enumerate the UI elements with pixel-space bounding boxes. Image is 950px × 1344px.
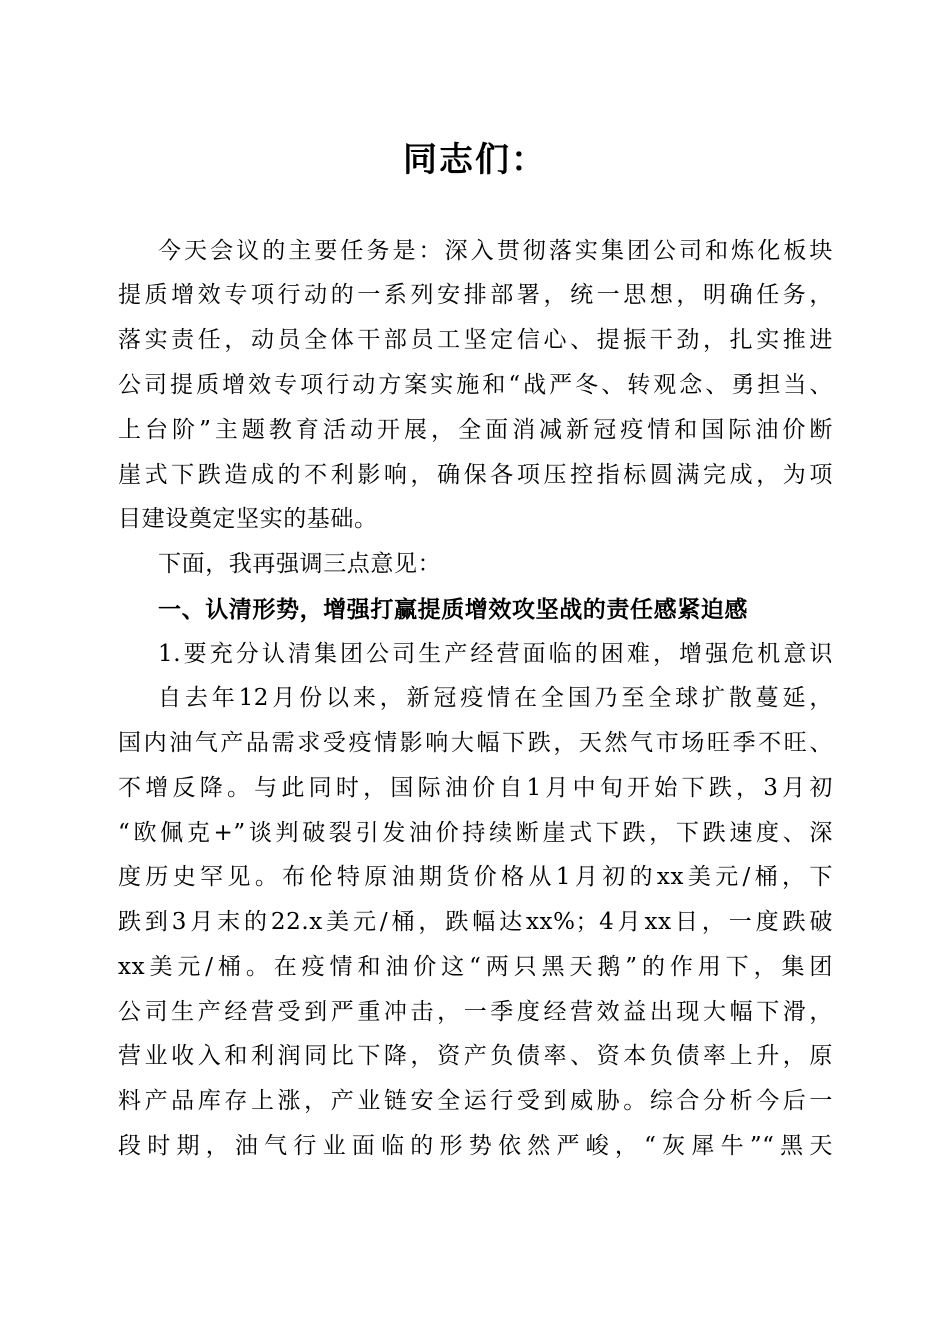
section-heading: 一、认清形势，增强打赢提质增效攻坚战的责任感紧迫感 xyxy=(158,596,748,623)
subheading-line: 1.要充分认清集团公司生产经营面临的困难，增强危机意识 xyxy=(158,641,833,667)
paragraph-line: 不增反降。与此同时，国际油价自1月中旬开始下跌，3月初 xyxy=(118,775,833,801)
paragraph-line: 度历史罕见。布伦特原油期货价格从1月初的xx美元/桶，下 xyxy=(118,864,833,890)
paragraph-line: 国内油气产品需求受疫情影响大幅下跌，天然气市场旺季不旺、 xyxy=(118,730,833,756)
paragraph-line: xx美元/桶。在疫情和油价这“两只黑天鹅”的作用下，集团 xyxy=(118,954,833,980)
paragraph-line: 崖式下跌造成的不利影响，确保各项压控指标圆满完成，为项 xyxy=(118,462,833,488)
document-title: 同志们： xyxy=(403,140,547,180)
paragraph-line: 提质增效专项行动的一系列安排部署，统一思想，明确任务， xyxy=(118,282,833,308)
paragraph-line: 上台阶”主题教育活动开展，全面消减新冠疫情和国际油价断 xyxy=(118,417,833,443)
paragraph-line: 下面，我再强调三点意见： xyxy=(158,551,442,577)
paragraph-line: 今天会议的主要任务是：深入贯彻落实集团公司和炼化板块 xyxy=(158,238,833,264)
paragraph-line: 自去年12月份以来，新冠疫情在全国乃至全球扩散蔓延， xyxy=(158,685,833,711)
paragraph-line: 料产品库存上涨，产业链安全运行受到威胁。综合分析今后一 xyxy=(118,1088,833,1114)
paragraph-line: 公司提质增效专项行动方案实施和“战严冬、转观念、勇担当、 xyxy=(118,372,833,398)
paragraph-line: 公司生产经营受到严重冲击，一季度经营效益出现大幅下滑， xyxy=(118,999,833,1025)
paragraph-line: 段时期，油气行业面临的形势依然严峻，“灰犀牛”“黑天 xyxy=(118,1133,833,1159)
paragraph-line: 营业收入和利润同比下降，资产负债率、资本负债率上升，原 xyxy=(118,1043,833,1069)
paragraph-line: 跌到3月末的22.x美元/桶，跌幅达xx%；4月xx日，一度跌破 xyxy=(118,909,833,935)
paragraph-line: 目建设奠定坚实的基础。 xyxy=(118,506,378,532)
paragraph-line: 落实责任，动员全体干部员工坚定信心、提振干劲，扎实推进 xyxy=(118,327,833,353)
paragraph-line: “欧佩克+”谈判破裂引发油价持续断崖式下跌，下跌速度、深 xyxy=(118,820,833,846)
